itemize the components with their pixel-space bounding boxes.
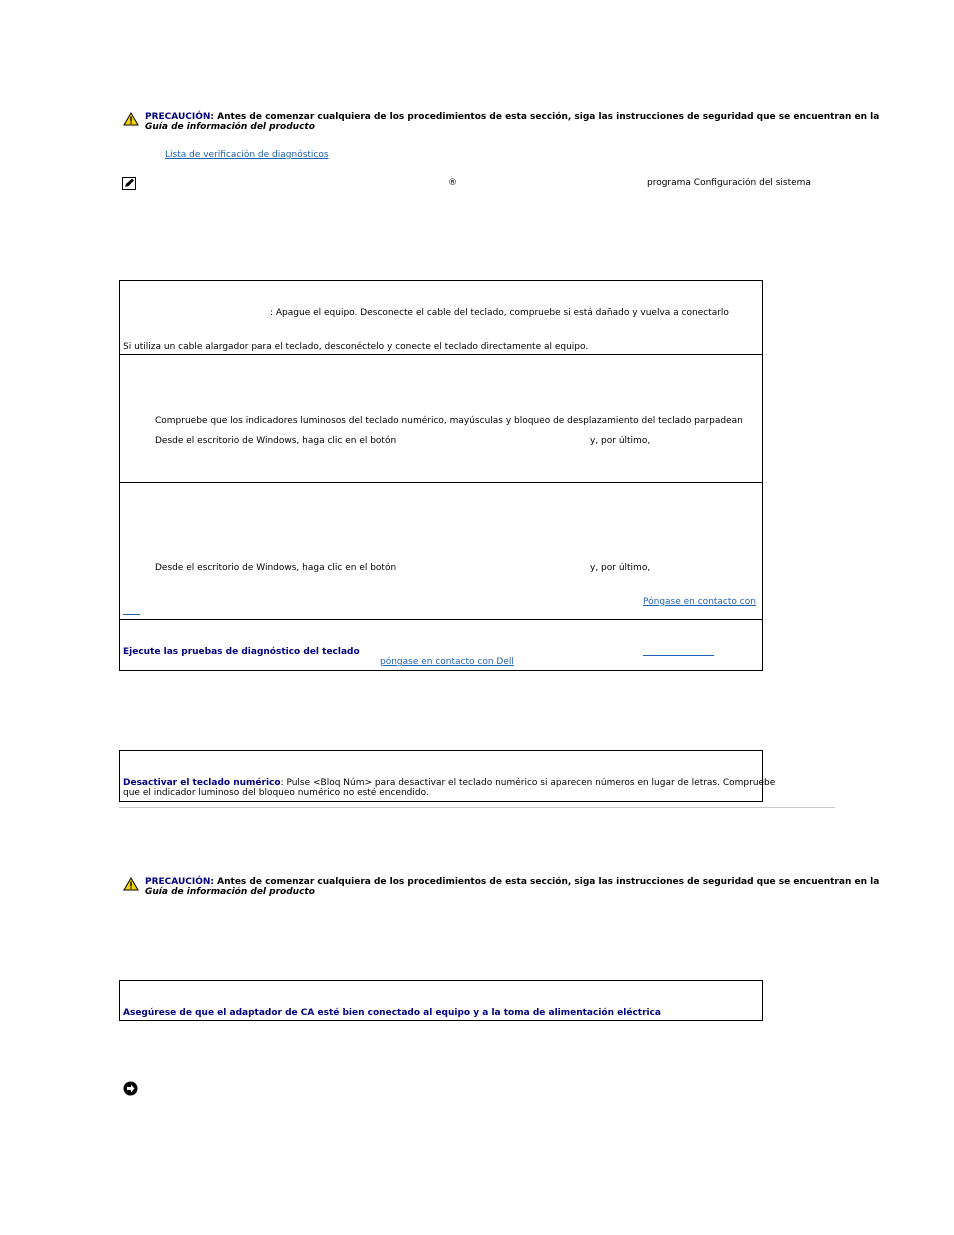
keyboard-diagnostics-label: Ejecute las pruebas de diagnóstico del teclado — [123, 647, 360, 657]
caution-message: Antes de comenzar cualquiera de los procedimientos de esta sección, siga las instrucciones de seguridad que se encuentran en la — [214, 877, 880, 887]
link-underline-fragment[interactable] — [643, 655, 714, 656]
table-divider — [119, 619, 763, 620]
warning-triangle-icon — [123, 112, 139, 126]
finally-text-2: y, por último, — [590, 563, 651, 573]
caution-text-1 — [145, 112, 879, 122]
diagnostics-checklist-link[interactable]: Lista de verificación de diagnósticos — [165, 150, 329, 160]
table-divider — [119, 482, 763, 483]
numpad-text: : Pulse <Bloq Núm> para desactivar el teclado numérico si aparecen números en lugar de letras. Compruebe — [280, 778, 776, 788]
caution-message: Antes de comenzar cualquiera de los procedimientos de esta sección, siga las instrucciones de seguridad que se encuentran en la — [214, 112, 880, 122]
contact-dell-link-2[interactable]: póngase en contacto con Dell — [380, 657, 514, 667]
windows-start-text: Desde el escritorio de Windows, haga clic en el botón — [155, 436, 397, 446]
keyboard-troubleshooting-table — [119, 280, 763, 671]
product-info-guide: Guía de información del producto — [145, 122, 315, 132]
finally-text: y, por último, — [590, 436, 651, 446]
ac-adapter-check-label: Asegúrese de que el adaptador de CA esté bien conectado al equipo y a la toma de alimentación eléctrica — [123, 1008, 662, 1018]
notice-arrow-icon — [123, 1081, 138, 1096]
link-underline-fragment[interactable] — [123, 614, 140, 615]
caution-label: PRECAUCIÓN: — [145, 877, 215, 887]
numpad-line-1 — [123, 778, 775, 788]
registered-mark: ® — [448, 178, 457, 188]
warning-triangle-icon — [123, 877, 139, 891]
section-separator — [119, 807, 835, 808]
numpad-line-2: que el indicador luminoso del bloqueo numérico no esté encendido. — [123, 788, 429, 798]
table-divider — [119, 354, 763, 355]
numpad-label: Desactivar el teclado numérico — [123, 778, 281, 788]
extension-cable-text: Si utiliza un cable alargador para el teclado, desconéctelo y conecte el teclado directamente al equipo. — [123, 342, 589, 352]
caution-text-2 — [145, 877, 879, 887]
note-text: programa Configuración del sistema — [647, 178, 811, 188]
contact-dell-link[interactable]: Póngase en contacto con — [643, 597, 756, 607]
note-pencil-icon — [122, 177, 136, 190]
product-info-guide: Guía de información del producto — [145, 887, 315, 897]
caution-label: PRECAUCIÓN: — [145, 112, 215, 122]
windows-start-text-2: Desde el escritorio de Windows, haga clic en el botón — [155, 563, 397, 573]
check-cable-text: : Apague el equipo. Desconecte el cable del teclado, compruebe si está dañado y vuelva a conectarlo — [270, 308, 729, 318]
check-indicators-text: Compruebe que los indicadores luminosos del teclado numérico, mayúsculas y bloqueo de desplazamiento del teclado parpadean — [155, 416, 743, 426]
